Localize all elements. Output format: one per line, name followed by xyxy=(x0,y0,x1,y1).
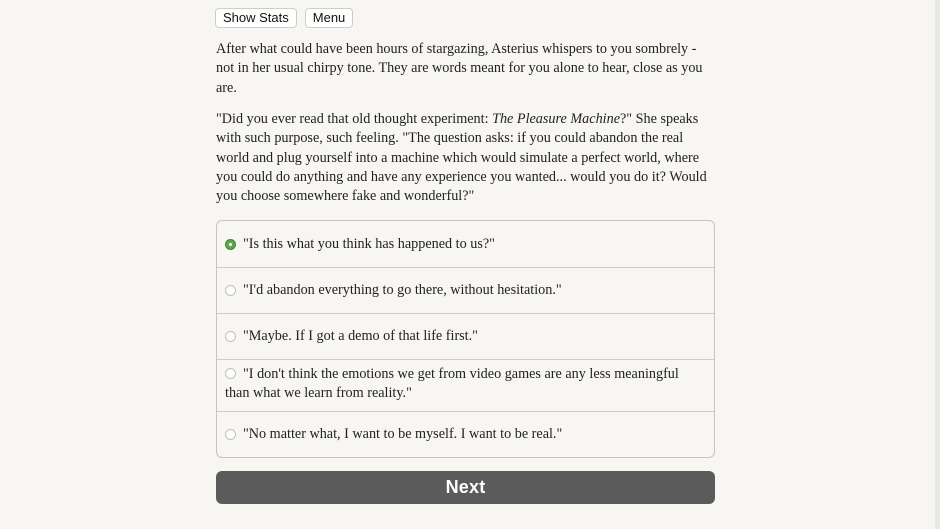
choice-option-1[interactable] xyxy=(217,221,714,267)
radio-icon[interactable] xyxy=(225,429,236,440)
story-paragraph-2-end: ?" She speaks with such purpose, such feeling. "The question asks: if you could abandon the real world and plug yourself into a machine which would simulate a perfect world, where you could do anything and have any experience you wanted... would you do it? Would you choose somewhere fake and wonderful?" xyxy=(216,111,707,205)
choice-label: "No matter what, I want to be myself. I want to be real." xyxy=(243,426,563,442)
scrollbar[interactable] xyxy=(935,0,940,529)
choice-label: "I don't think the emotions we get from video games are any less meaningful than what we learn from reality." xyxy=(225,366,679,401)
choice-list xyxy=(216,220,715,458)
choice-label: "Maybe. If I got a demo of that life first." xyxy=(243,328,478,344)
choice-option-4[interactable] xyxy=(217,359,714,411)
choice-label: "Is this what you think has happened to us?" xyxy=(243,235,495,252)
story-paragraph-2 xyxy=(216,110,715,206)
menu-button[interactable]: Menu xyxy=(305,8,354,28)
next-button[interactable]: Next xyxy=(216,471,715,504)
show-stats-button[interactable]: Show Stats xyxy=(215,8,297,28)
story-paragraph-1: After what could have been hours of stargazing, Asterius whispers to you sombrely - not in her usual chirpy tone. They are words meant for you alone to hear, close as you are. xyxy=(216,41,703,96)
choice-label: "I'd abandon everything to go there, without hesitation." xyxy=(243,282,562,298)
radio-icon[interactable] xyxy=(225,331,236,342)
choice-wrap xyxy=(225,365,706,403)
radio-icon[interactable] xyxy=(225,285,236,296)
choice-option-2[interactable] xyxy=(217,267,714,313)
radio-selected-icon[interactable] xyxy=(225,239,236,250)
choice-option-5[interactable] xyxy=(217,411,714,457)
story-paragraph-2-start: "Did you ever read that old thought experiment: xyxy=(216,111,493,127)
book-title: The Pleasure Machine xyxy=(492,111,620,127)
top-toolbar xyxy=(215,8,353,28)
radio-icon[interactable] xyxy=(225,368,236,379)
choice-option-3[interactable] xyxy=(217,313,714,359)
